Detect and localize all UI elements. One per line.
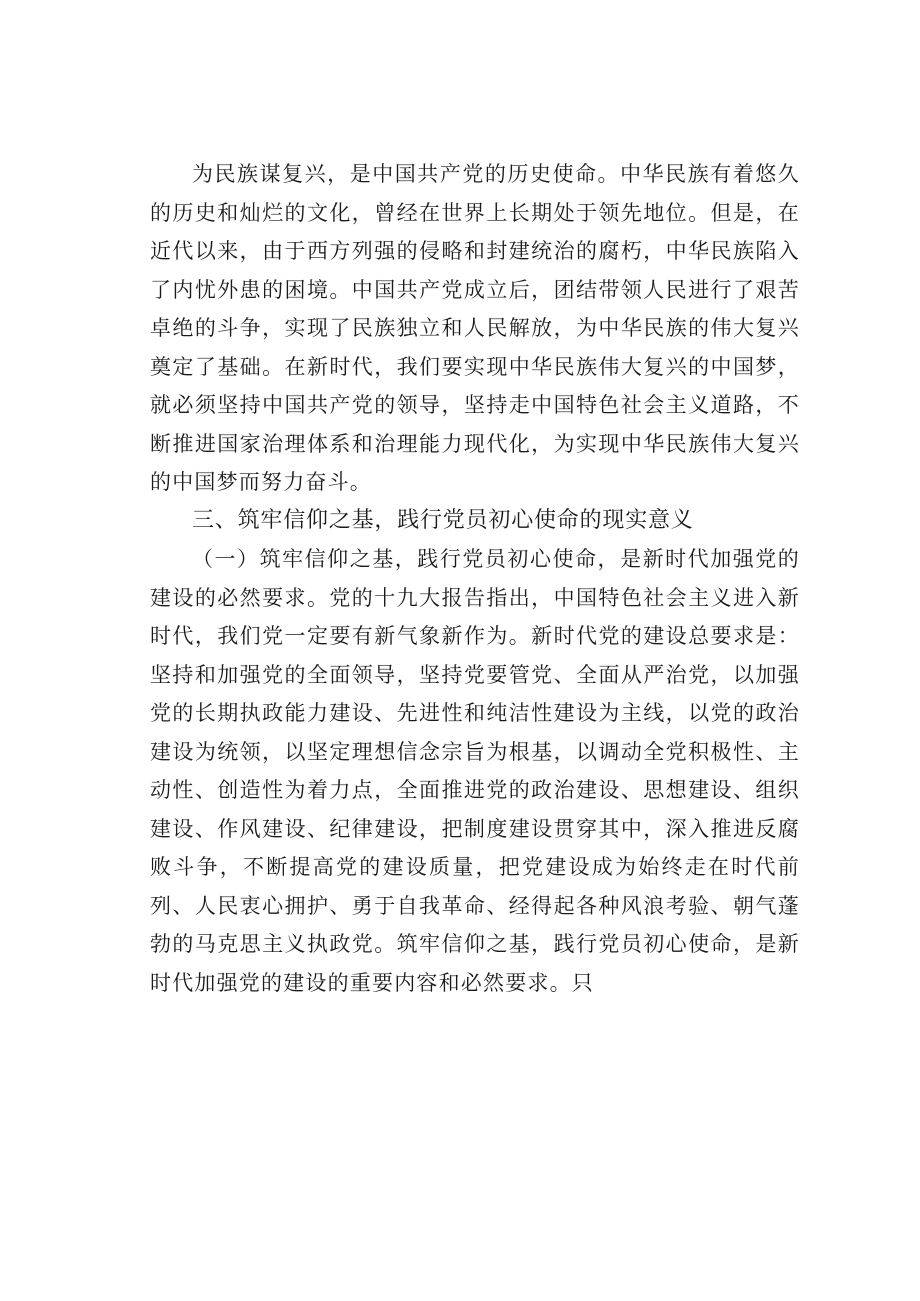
paragraph-national-rejuvenation: 为民族谋复兴，是中国共产党的历史使命。中华民族有着悠久的历史和灿烂的文化，曾经在世界上长期处于领先地位。但是，在近代以来，由于西方列强的侵略和封建统治的腐朽，中华民族陷入了内忧外患的困境。中国共产党成立后，团结带领人民进行了艰苦卓绝的斗争，实现了民族独立和人民解放，为中华民族的伟大复兴奠定了基础。在新时代，我们要实现中华民族伟大复兴的中国梦，就必须坚持中国共产党的领导，坚持走中国特色社会主义道路，不断推进国家治理体系和治理能力现代化，为实现中华民族伟大复兴的中国梦而努力奋斗。 [150, 162, 800, 494]
document-body [150, 155, 800, 1002]
paragraph-party-building: （一）筑牢信仰之基，践行党员初心使命，是新时代加强党的建设的必然要求。党的十九大报告指出，中国特色社会主义进入新时代，我们党一定要有新气象新作为。新时代党的建设总要求是：坚持和加强党的全面领导，坚持党要管党、全面从严治党，以加强党的长期执政能力建设、先进性和纯洁性建设为主线，以党的政治建设为统领，以坚定理想信念宗旨为根基，以调动全党积极性、主动性、创造性为着力点，全面推进党的政治建设、思想建设、组织建设、作风建设、纪律建设，把制度建设贯穿其中，深入推进反腐败斗争，不断提高党的建设质量，把党建设成为始终走在时代前列、人民衷心拥护、勇于自我革命、经得起各种风浪考验、朝气蓬勃的马克思主义执政党。筑牢信仰之基，践行党员初心使命，是新时代加强党的建设的重要内容和必然要求。只 [150, 547, 800, 995]
section-heading-three: 三、筑牢信仰之基，践行党员初心使命的现实意义 [192, 507, 694, 533]
